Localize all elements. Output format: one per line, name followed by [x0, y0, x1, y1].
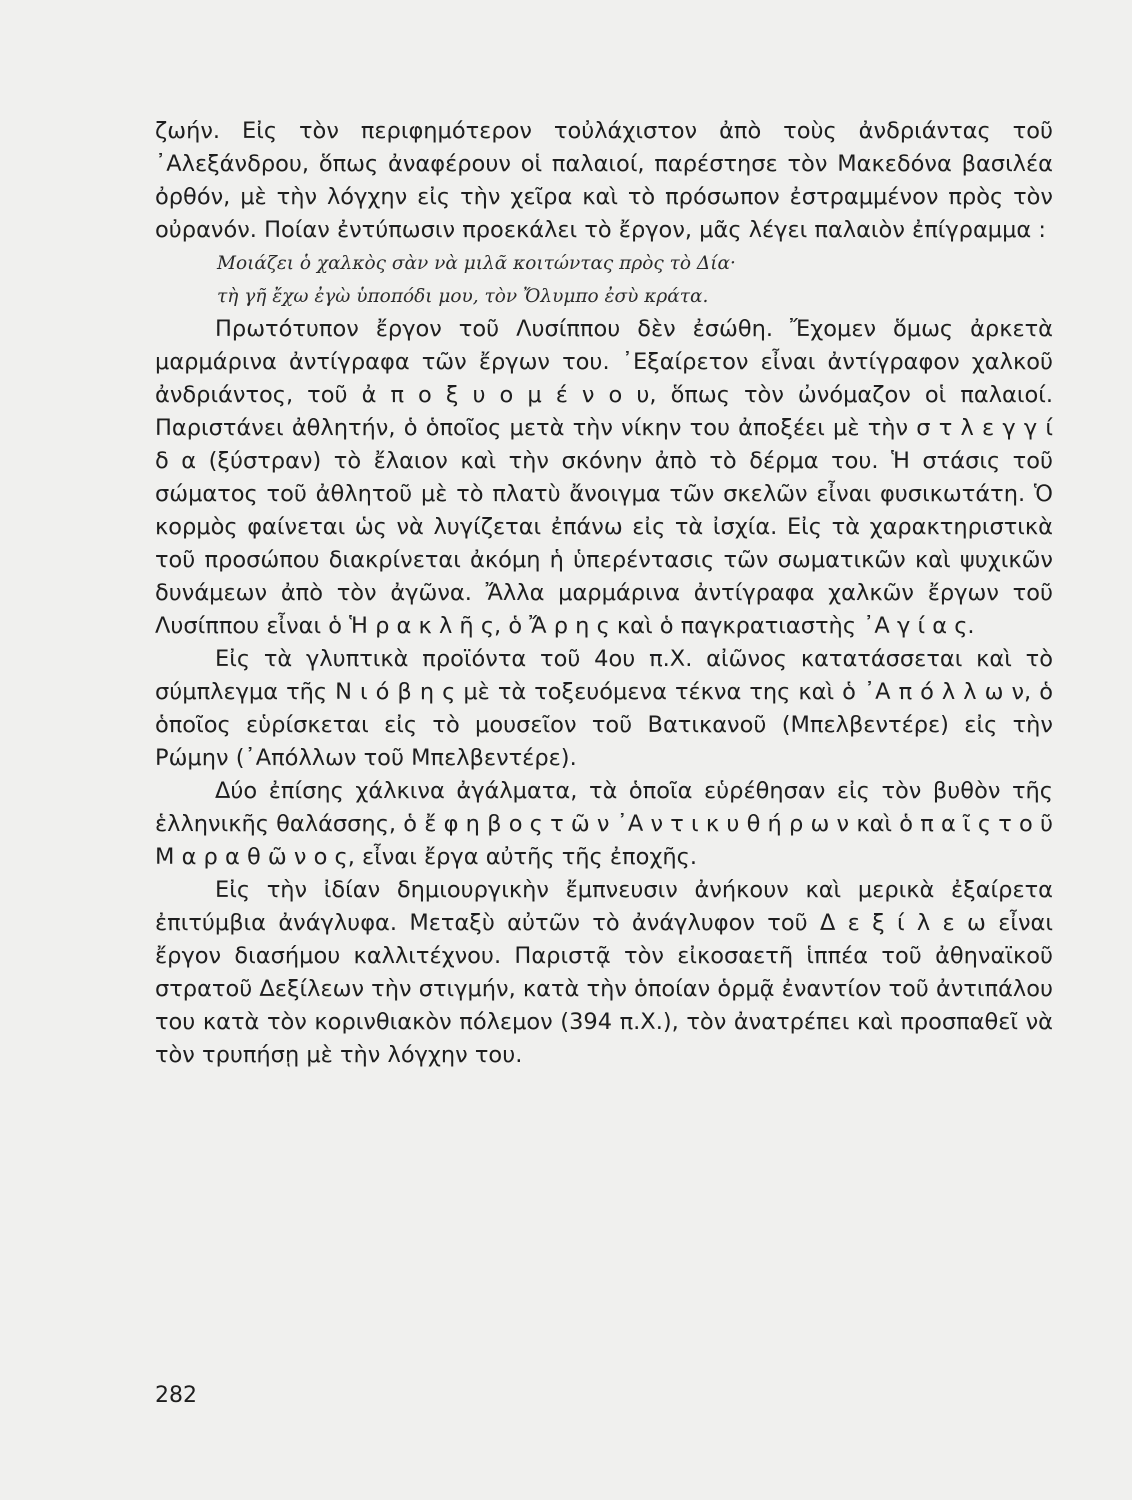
body-text: [155, 115, 1053, 1072]
paragraph-niobe-apollo: Εἰς τὰ γλυπτικὰ προϊόντα τοῦ 4ου π.Χ. αἰῶνος κατατάσσεται καὶ τὸ σύμπλεγμα τῆς Ν ι ό β η ς μὲ τὰ τοξευόμενα τέκνα της καὶ ὁ ᾿Α π ό λ λ ω ν, ὁ ὁποῖος εὑρίσκεται εἰς τὸ μουσεῖον τοῦ Βατικανοῦ (Μπελβεντέρε) εἰς τὴν Ρώμην (᾿Απόλλων τοῦ Μπελβεντέρε).: [155, 646, 1053, 771]
paragraph-bronze-statues: Δύο ἐπίσης χάλκινα ἀγάλματα, τὰ ὁποῖα εὑρέθησαν εἰς τὸν βυθὸν τῆς ἑλληνικῆς θαλάσσης, ὁ ἔ φ η β ο ς τ ῶ ν ᾿Α ν τ ι κ υ θ ή ρ ω ν καὶ ὁ π α ῖ ς τ ο ῦ Μ α ρ α θ ῶ ν ο ς, εἶναι ἔργα αὐτῆς τῆς ἐποχῆς.: [155, 778, 1053, 870]
epigram-line-2: τὴ γῆ ἔχω ἐγὼ ὑποπόδι μου, τὸν Ὄλυμπο ἐσὺ κράτα.: [217, 286, 709, 307]
paragraph-dexileos: Εἰς τὴν ἰδίαν δημιουργικὴν ἔμπνευσιν ἀνήκουν καὶ μερικὰ ἐξαίρετα ἐπιτύμβια ἀνάγλυφα. Μεταξὺ αὐτῶν τὸ ἀνάγλυφον τοῦ Δ ε ξ ί λ ε ω εἶναι ἔργον διασήμου καλλιτέχνου. Παριστᾷ τὸν εἰκοσαετῆ ἱππέα τοῦ ἀθηναϊκοῦ στρατοῦ Δεξίλεων τὴν στιγμήν, κατὰ τὴν ὁποίαν ὁρμᾷ ἐναντίον τοῦ ἀντιπάλου του κατὰ τὸν κορινθιακὸν πόλεμον (394 π.Χ.), τὸν ἀνατρέπει καὶ προσπαθεῖ νὰ τὸν τρυπήσῃ μὲ τὴν λόγχην του.: [155, 877, 1053, 1068]
epigram: [155, 247, 1053, 313]
paragraph-intro: ζωήν. Εἰς τὸν περιφημότερον τοὐλάχιστον ἀπὸ τοὺς ἀνδριάντας τοῦ ᾿Αλεξάνδρου, ὅπως ἀναφέρουν οἱ παλαιοί, παρέστησε τὸν Μακεδόνα βασιλέα ὀρθόν, μὲ τὴν λόγχην εἰς τὴν χεῖρα καὶ τὸ πρόσωπον ἐστραμμένον πρὸς τὸν οὐρανόν. Ποίαν ἐντύπωσιν προεκάλει τὸ ἔργον, μᾶς λέγει παλαιὸν ἐπίγραμμα :: [155, 118, 1053, 243]
epigram-line-1: Μοιάζει ὁ χαλκὸς σὰν νὰ μιλᾶ κοιτώντας πρὸς τὸ Δία·: [217, 253, 736, 274]
page-number: 282: [155, 1383, 197, 1408]
paragraph-lysippos: Πρωτότυπον ἔργον τοῦ Λυσίππου δὲν ἐσώθη. Ἔχομεν ὅμως ἀρκετὰ μαρμάρινα ἀντίγραφα τῶν ἔργων του. ᾿Εξαίρετον εἶναι ἀντίγραφον χαλκοῦ ἀνδριάντος, τοῦ ἀ π ο ξ υ ο μ έ ν ο υ, ὅπως τὸν ὠνόμαζον οἱ παλαιοί. Παριστάνει ἀθλητήν, ὁ ὁποῖος μετὰ τὴν νίκην του ἀποξέει μὲ τὴν σ τ λ ε γ γ ί δ α (ξύστραν) τὸ ἔλαιον καὶ τὴν σκόνην ἀπὸ τὸ δέρμα του. Ἡ στάσις τοῦ σώματος τοῦ ἀθλητοῦ μὲ τὸ πλατὺ ἄνοιγμα τῶν σκελῶν εἶναι φυσικωτάτη. Ὁ κορμὸς φαίνεται ὡς νὰ λυγίζεται ἐπάνω εἰς τὰ ἰσχία. Εἰς τὰ χαρακτηριστικὰ τοῦ προσώπου διακρίνεται ἀκόμη ἡ ὑπερέντασις τῶν σωματικῶν καὶ ψυχικῶν δυνάμεων ἀπὸ τὸν ἀγῶνα. Ἄλλα μαρμάρινα ἀντίγραφα χαλκῶν ἔργων τοῦ Λυσίππου εἶναι ὁ Ἡ ρ α κ λ ῆ ς, ὁ Ἄ ρ η ς καὶ ὁ παγκρατιαστὴς ᾿Α γ ί α ς.: [155, 316, 1053, 639]
